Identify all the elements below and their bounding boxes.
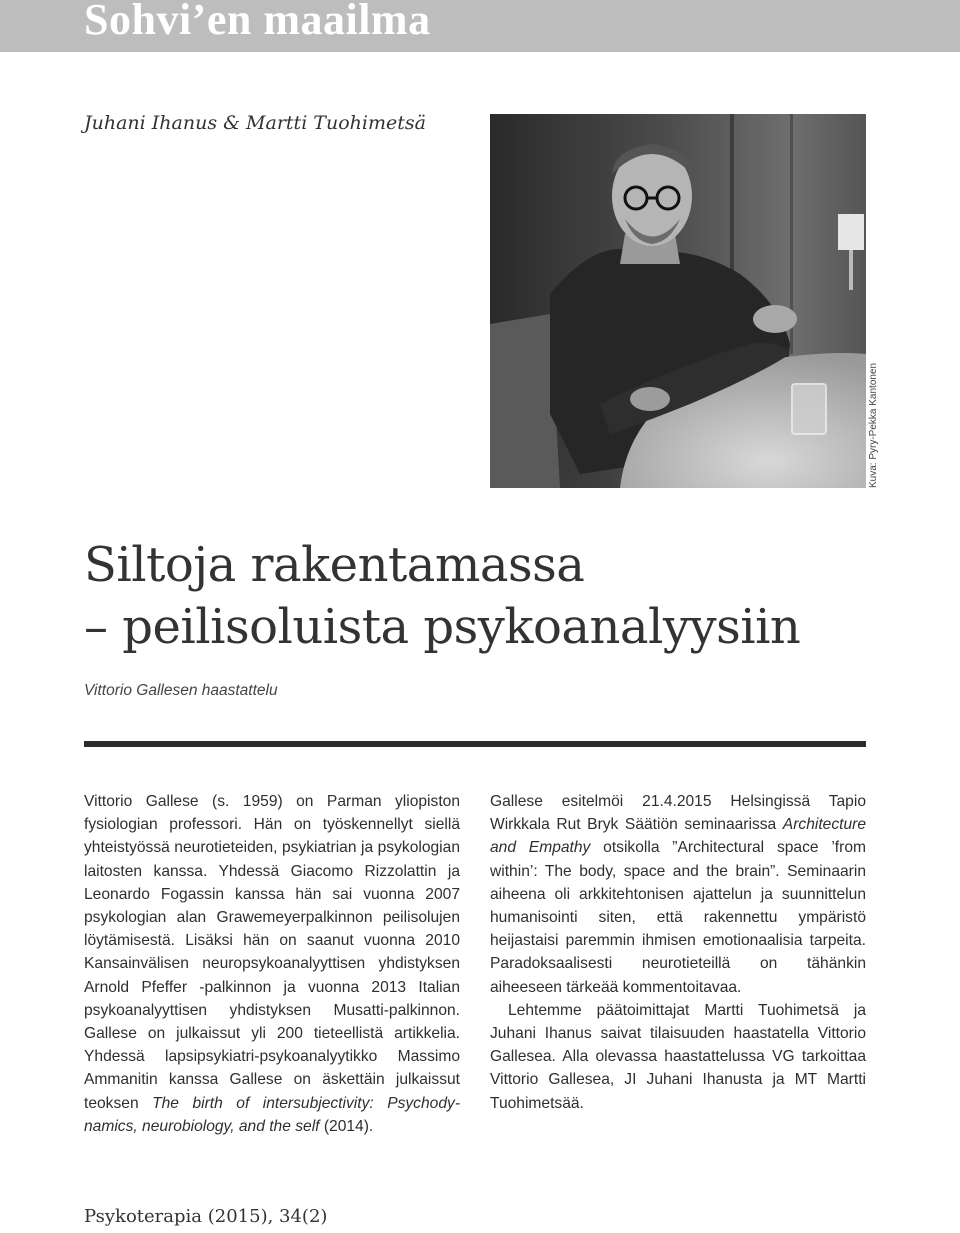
seminar-text-a: Gallese esitelmöi 21.4.2015 Helsingissä Tapio Wirkkala Rut Bryk Säätiön seminaarissa [490,793,866,834]
seminar-paragraph [490,790,866,999]
article-subtitle: Vittorio Gallesen haastattelu [84,682,278,699]
section-title: Sohvi’en maailma [84,0,431,44]
headline-line-1: Siltoja rakentamassa [84,537,585,593]
article-headline [84,534,884,658]
seminar-title: Architecture and Empathy [490,816,866,857]
right-column [490,790,866,1115]
intro-text-b: (2014). [319,1117,374,1135]
portrait-photo [490,114,866,488]
intro-paragraph [84,790,460,1138]
editors-paragraph: Lehtemme päätoimittajat Martti Tuohimetsä ja Juhani Ihanus saivat tilaisuuden haastatella Vittorio Gallesea. Alla olevassa haastattelussa VG tarkoittaa Vittorio Gallesea, JI Juhani Ihanusta ja MT Martti Tuohimetsää. [490,1001,866,1112]
intro-text-a: Vittorio Gallese (s. 1959) on Parman yliopiston fysiologian professori. Hän on työskennellyt siellä yhteistyössä neurotieteiden, psykiatrian ja psykologian laitosten kanssa. Yhdessä Giacomo Rizzolattin ja Leonardo Fogassin kanssa hän sai vuonna 2007 psykologian alan Grawemeyerpalkinnon peilisolujen löytämisestä. Lisäksi hän on saanut vuonna 2010 Kansainvälisen neuropsykoanalyyttisen yhdistyksen Arnold Pfeffer -palkinnon ja vuonna 2013 Italian psykoanalyyttisen yhdistyksen Musatti-palkinnon. Gallese on julkaissut yli 200 tieteellistä artikkelia. Yhdessä lapsipsykiatri-psykoanalyytikko Massimo Ammanitin kanssa Gallese on äskettäin julkaissut teoksen [84,793,460,1112]
journal-footer: Psykoterapia (2015), 34(2) [84,1206,328,1227]
divider-rule [84,741,866,747]
seminar-text-b: otsikolla ”Architectural space ’from within’: The body, space and the brain”. Seminaarin aiheena oli arkkitehtonisen ajattelun ja suunnittelun humanisointi siten, että rakennettu ympäristö heijastaisi paremmin ihmisen emotionaalisia tarpeita. Paradoksaalisesti neurotieteillä on tähänkin aiheeseen tärkeää kommentoitavaa. [490,839,866,996]
photo-credit: Kuva: Pyry-Pekka Kantonen [868,362,879,488]
left-column [84,790,460,1138]
book-title: The birth of intersubjectivity: Psychodynamics, neurobiology, and the self [84,1094,461,1135]
headline-line-2: – peilisoluista psykoanalyysiin [84,599,801,655]
authors-byline: Juhani Ihanus & Martti Tuohimetsä [84,112,426,134]
